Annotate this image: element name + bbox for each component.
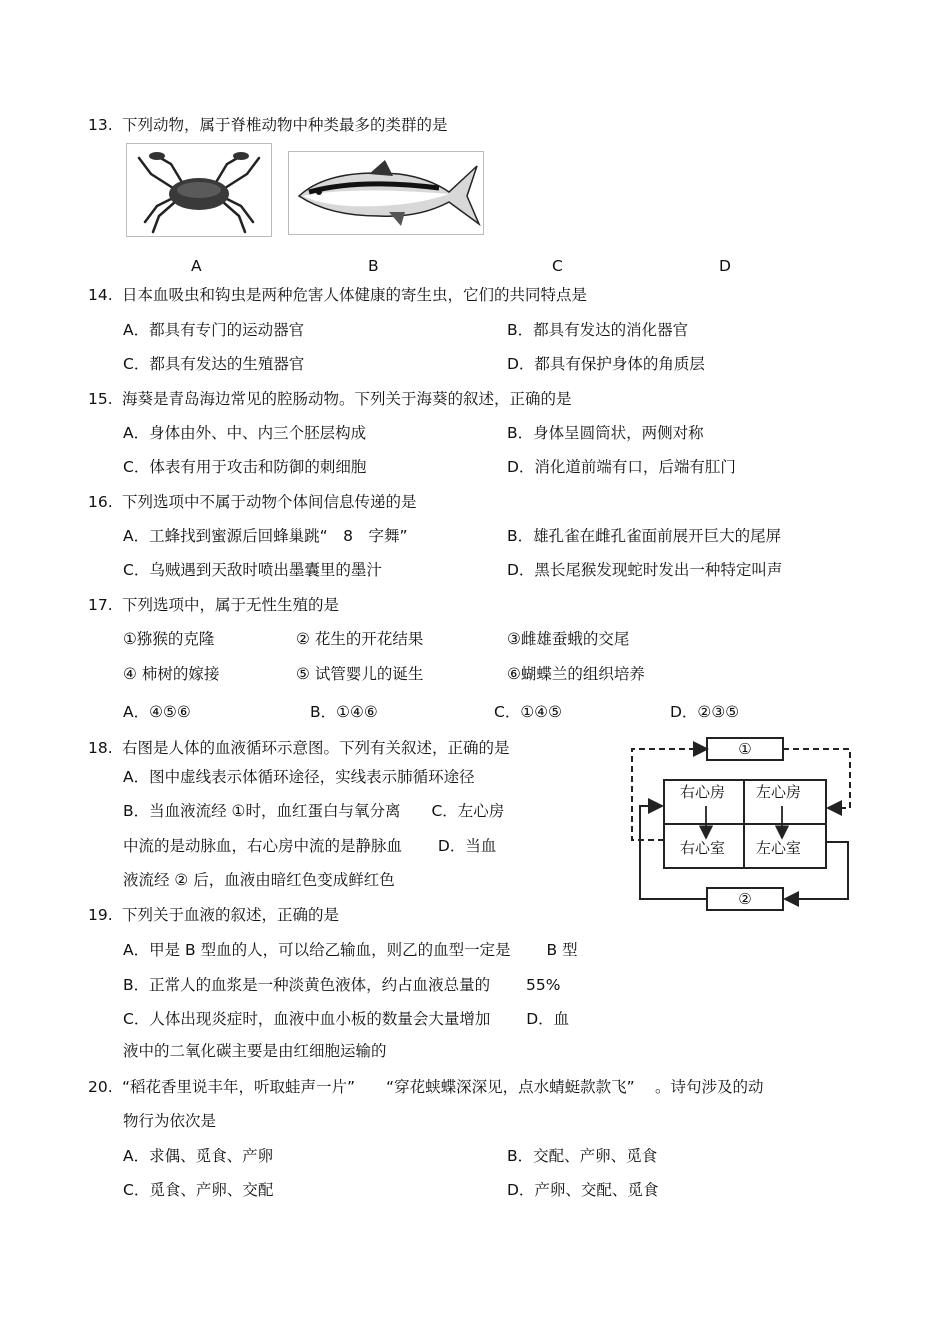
q14-stem: 日本血吸虫和钩虫是两种危害人体健康的寄生虫，它们的共同特点是 (122, 286, 588, 304)
q13-number: 13. (88, 116, 113, 134)
blood-circulation-diagram (620, 732, 860, 916)
right-atrium-label: 右心房 (680, 783, 726, 801)
q18-line-5: 液流经 ② 后，血液由暗红色变成鲜红色 (123, 871, 395, 889)
q17-item-3: ③雌雄蚕蛾的交尾 (507, 630, 630, 648)
q14-option-d: D．都具有保护身体的角质层 (507, 355, 705, 373)
q20-stem: “稻花香里说丰年，听取蛙声一片” “穿花蛱蝶深深见，点水蜻蜓款款飞” 。诗句涉及的动 (122, 1078, 764, 1096)
q20-number: 20. (88, 1078, 113, 1096)
q13-label-d: D (719, 257, 731, 275)
q13-stem: 下列动物，属于脊椎动物中种类最多的类群的是 (122, 116, 448, 134)
crab-image (126, 143, 272, 237)
q16-stem: 下列选项中不属于动物个体间信息传递的是 (122, 493, 417, 511)
q13-label-a: A (191, 257, 202, 275)
q14-option-c: C．都具有发达的生殖器官 (123, 355, 305, 373)
organ-box-2-label: ② (738, 890, 752, 908)
q19-number: 19. (88, 906, 113, 924)
q17-item-2: ② 花生的开花结果 (296, 630, 424, 648)
q17-stem: 下列选项中，属于无性生殖的是 (122, 596, 340, 614)
q18-line-3: B．当血液流经 ①时，血红蛋白与氧分离 C．左心房 (123, 802, 505, 820)
q14-option-b: B．都具有发达的消化器官 (507, 321, 689, 339)
q17-number: 17. (88, 596, 113, 614)
q19-stem: 下列关于血液的叙述，正确的是 (122, 906, 340, 924)
q20-option-b: B．交配、产卵、觅食 (507, 1147, 658, 1165)
q19-option-b: B．正常人的血浆是一种淡黄色液体，约占血液总量的 55% (123, 976, 561, 994)
q13-label-c: C (552, 257, 563, 275)
q16-option-a: A．工蜂找到蜜源后回蜂巢跳“ 8 字舞” (123, 527, 408, 545)
q13-label-b: B (368, 257, 379, 275)
q20-option-a: A．求偶、觅食、产卵 (123, 1147, 274, 1165)
q15-number: 15. (88, 390, 113, 408)
q17-item-1: ①猕猴的克隆 (123, 630, 215, 648)
q17-item-6: ⑥蝴蝶兰的组织培养 (507, 665, 645, 683)
q14-number: 14. (88, 286, 113, 304)
q17-option-a: A．④⑤⑥ (123, 703, 191, 721)
q16-option-c: C．乌贼遇到天敌时喷出墨囊里的墨汁 (123, 561, 382, 579)
q15-option-a: A．身体由外、中、内三个胚层构成 (123, 424, 367, 442)
q20-stem-continued: 物行为依次是 (123, 1112, 217, 1130)
q19-option-a: A．甲是 B 型血的人，可以给乙输血，则乙的血型一定是 B 型 (123, 941, 578, 959)
q17-option-d: D．②③⑤ (670, 703, 740, 721)
q16-option-b: B．雄孔雀在雌孔雀面前展开巨大的尾屏 (507, 527, 782, 545)
left-ventricle-label: 左心室 (756, 839, 802, 857)
q18-option-a: A．图中虚线表示体循环途径，实线表示肺循环途径 (123, 768, 475, 786)
q18-number: 18. (88, 739, 113, 757)
right-ventricle-label: 右心室 (680, 839, 726, 857)
q18-stem: 右图是人体的血液循环示意图。下列有关叙述，正确的是 (122, 739, 510, 757)
organ-box-1-label: ① (738, 740, 752, 758)
left-atrium-label: 左心房 (756, 783, 802, 801)
q17-option-b: B．①④⑥ (310, 703, 378, 721)
q17-item-4: ④ 柿树的嫁接 (123, 665, 220, 683)
q17-item-5: ⑤ 试管婴儿的诞生 (296, 665, 424, 683)
q18-line-4: 中流的是动脉血，右心房中流的是静脉血 D．当血 (123, 837, 497, 855)
q20-option-d: D．产卵、交配、觅食 (507, 1181, 659, 1199)
fish-image (288, 151, 484, 235)
q16-option-d: D．黑长尾猴发现蛇时发出一种特定叫声 (507, 561, 783, 579)
q20-option-c: C．觅食、产卵、交配 (123, 1181, 274, 1199)
q17-option-c: C．①④⑤ (494, 703, 563, 721)
q16-number: 16. (88, 493, 113, 511)
q15-stem: 海葵是青岛海边常见的腔肠动物。下列关于海葵的叙述，正确的是 (122, 390, 572, 408)
q15-option-b: B．身体呈圆筒状，两侧对称 (507, 424, 704, 442)
q14-option-a: A．都具有专门的运动器官 (123, 321, 305, 339)
q15-option-d: D．消化道前端有口，后端有肛门 (507, 458, 736, 476)
q19-option-d: 液中的二氧化碳主要是由红细胞运输的 (123, 1042, 387, 1060)
q15-option-c: C．体表有用于攻击和防御的刺细胞 (123, 458, 367, 476)
q19-option-c: C．人体出现炎症时，血液中血小板的数量会大量增加 D．血 (123, 1010, 570, 1028)
